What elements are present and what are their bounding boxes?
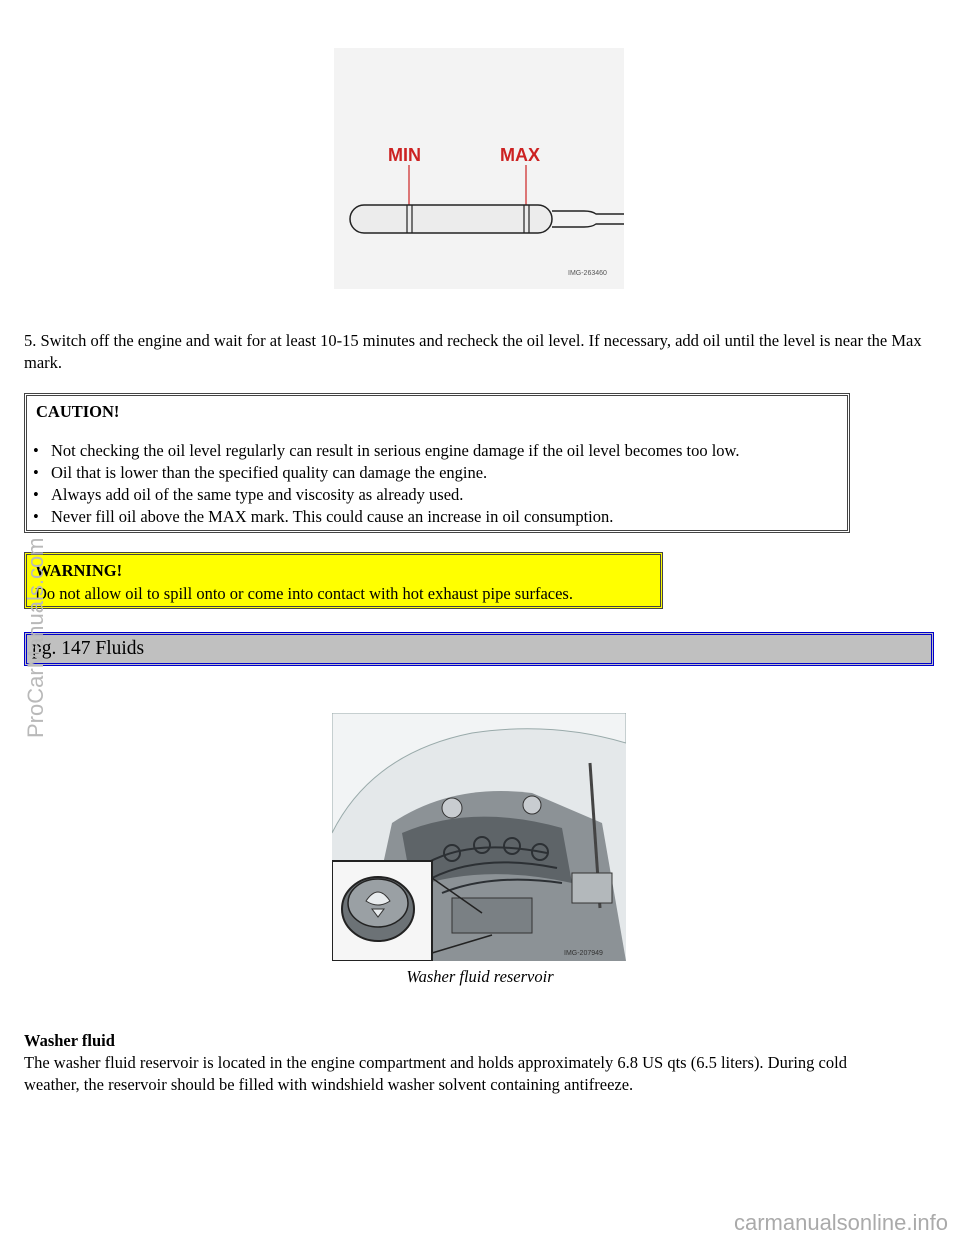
caution-item: • Not checking the oil level regularly can result in serious engine damage if the oil level becomes too low. [51, 440, 740, 462]
caution-list [27, 440, 740, 528]
figure2-image-id: IMG-207949 [564, 950, 603, 957]
max-label: MAX [500, 145, 540, 165]
engine-compartment-illustration [332, 713, 626, 961]
figure-caption: Washer fluid reservoir [406, 967, 554, 986]
min-label: MIN [388, 145, 421, 165]
figure1-image-id: IMG-263460 [568, 270, 607, 277]
warning-box [24, 552, 663, 609]
side-watermark: ProCarManuals.com [23, 537, 48, 738]
warning-text: Do not allow oil to spill onto or come into contact with hot exhaust pipe surfaces. [35, 584, 573, 603]
caution-item: • Always add oil of the same type and viscosity as already used. [51, 484, 740, 506]
caution-item: • Never fill oil above the MAX mark. This could cause an increase in oil consumption. [51, 506, 740, 528]
dipstick-illustration [334, 48, 624, 289]
warning-title: WARNING! [35, 561, 123, 580]
section-title: pg. 147 Fluids [32, 638, 145, 659]
step-5-text: 5. Switch off the engine and wait for at least 10-15 minutes and recheck the oil level. If necessary, add oil until the level is near the Max mark. [24, 331, 922, 372]
section-header [24, 632, 934, 666]
footer-watermark: carmanualsonline.info [733, 1210, 948, 1235]
caution-title: CAUTION! [36, 402, 120, 421]
washer-fluid-heading: Washer fluid [24, 1031, 115, 1050]
caution-item: • Oil that is lower than the specified quality can damage the engine. [51, 462, 740, 484]
washer-fluid-text: The washer fluid reservoir is located in the engine compartment and holds approximately 6.8 US qts (6.5 liters). During cold weather, the reservoir should be filled with windshield washer solvent containing antifreeze. [24, 1053, 847, 1094]
caution-box [24, 393, 850, 533]
